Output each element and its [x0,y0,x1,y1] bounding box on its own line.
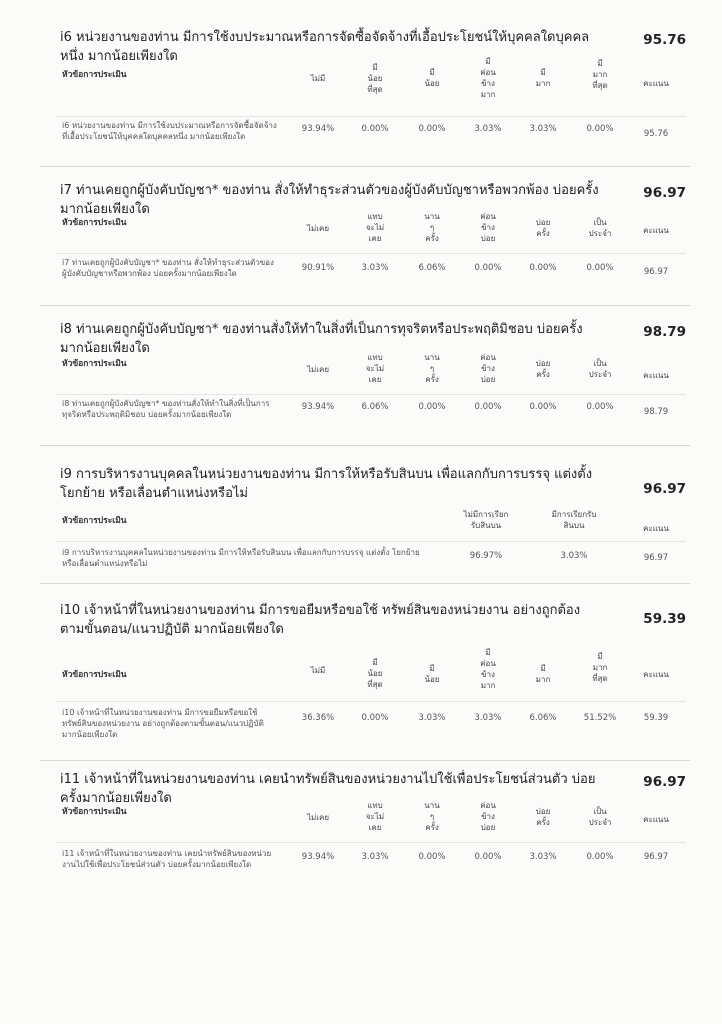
question-score: 98.79 [643,324,686,340]
header-col-1: ไม่เคย [306,813,330,822]
row-score: 59.39 [643,713,669,723]
header-col-1: ไม่เคย [306,224,330,233]
question-title: i11 เจ้าหน้าที่ในหน่วยงานของท่าน เคยนำทรัพย์สินของหน่วยงานไปใช้เพื่อประโยชน์ส่วนตัว บ่อยครั้งมากน้อยเพียงใด [60,772,596,806]
question-section-i11 [56,770,686,900]
header-rule [56,116,686,117]
header-col-5: มี มาก [535,68,551,88]
row-item-text: i10 เจ้าหน้าที่ในหน่วยงานของท่าน มีการขอยืมหรือขอใช้ทรัพย์สินของหน่วยงาน อย่างถูกต้องตามขั้นตอน/แนวปฏิบัติ มากน้อยเพียงใด [62,708,264,739]
row-score: 98.79 [643,407,669,417]
section-divider [40,166,690,167]
row-value: 3.03% [474,713,502,723]
header-score: คะแนน [643,670,669,679]
row-value: 0.00% [529,402,557,412]
header-col-3: นาน ๆ ครั้ง [424,353,440,384]
header-col-4: มี ค่อน ข้าง มาก [480,648,496,690]
question-title: i10 เจ้าหน้าที่ในหน่วยงานของท่าน มีการขอยืมหรือขอใช้ ทรัพย์สินของหน่วยงาน อย่างถูกต้องตามขั้นตอน/แนวปฏิบัติ มากน้อยเพียงใด [60,603,581,637]
header-col-1: ไม่มี [310,666,326,675]
header-col-1: ไม่มีการเรียก รับสินบน [463,510,509,530]
section-divider [40,305,690,306]
header-rule [56,541,686,542]
question-section-i7 [56,181,686,301]
header-score: คะแนน [643,79,669,88]
header-col-2: มี น้อย ที่สุด [367,63,383,94]
header-score: คะแนน [643,815,669,824]
row-item-text: i8 ท่านเคยถูกผู้บังคับบัญชา* ของท่านสั่งให้ทำในสิ่งที่เป็นการทุจริตหรือประพฤติมิชอบ บ่อยครั้งมากน้อยเพียงใด [62,399,270,419]
row-value: 93.94% [301,124,335,134]
header-col-2: มี น้อย ที่สุด [367,658,383,689]
row-value: 3.03% [361,852,389,862]
header-col-6: มี มาก ที่สุด [592,59,608,90]
row-value: 0.00% [474,263,502,273]
header-col-4: ค่อน ข้าง บ่อย [480,212,496,243]
header-col-2: มีการเรียกรับ สินบน [551,510,597,530]
header-col-6: เป็น ประจำ [588,807,612,827]
row-value: 0.00% [474,852,502,862]
header-item: หัวข้อการประเมิน [62,70,127,80]
header-col-4: มี ค่อน ข้าง มาก [480,57,496,99]
header-item: หัวข้อการประเมิน [62,218,127,228]
row-value: 0.00% [474,402,502,412]
row-score: 96.97 [643,553,669,563]
header-col-3: นาน ๆ ครั้ง [424,212,440,243]
question-title: i6 หน่วยงานของท่าน มีการใช้งบประมาณหรือการจัดซื้อจัดจ้างที่เอื้อประโยชน์ให้บุคคลใดบุคคลหนึ่ง มากน้อยเพียงใด [60,30,590,64]
row-item-text: i6 หน่วยงานของท่าน มีการใช้งบประมาณหรือการจัดซื้อจัดจ้างที่เอื้อประโยชน์ให้บุคคลใดบุคคลหนึ่ง มากน้อยเพียงใด [62,121,277,141]
table-header [56,211,686,255]
header-rule [56,701,686,702]
header-col-1: ไม่เคย [306,365,330,374]
table-header [56,798,686,842]
header-col-4: ค่อน ข้าง บ่อย [480,801,496,832]
row-value: 0.00% [529,263,557,273]
row-value: 51.52% [583,713,617,723]
header-item: หัวข้อการประเมิน [62,359,127,369]
header-col-3: มี น้อย [424,68,440,88]
row-value: 6.06% [361,402,389,412]
header-col-3: นาน ๆ ครั้ง [424,801,440,832]
header-col-4: ค่อน ข้าง บ่อย [480,353,496,384]
row-value: 0.00% [418,124,446,134]
row-value: 0.00% [361,713,389,723]
header-col-5: บ่อย ครั้ง [535,359,551,379]
row-value: 93.94% [301,402,335,412]
header-col-6: เป็น ประจำ [588,359,612,379]
header-col-1: ไม่มี [310,74,326,83]
question-title: i9 การบริหารงานบุคคลในหน่วยงานของท่าน มีการให้หรือรับสินบน เพื่อแลกกับการบรรจุ แต่งตั้ง โยกย้าย หรือเลื่อนตำแหน่งหรือไม่ [60,467,593,501]
question-section-i10 [56,601,686,761]
section-divider [40,760,690,761]
row-score: 95.76 [643,129,669,139]
question-score: 96.97 [643,185,686,201]
header-col-2: แทบ จะไม่ เคย [365,353,385,384]
row-score: 96.97 [643,267,669,277]
question-title: i7 ท่านเคยถูกผู้บังคับบัญชา* ของท่าน สั่งให้ทำธุระส่วนตัวของผู้บังคับบัญชาหรือพวกพ้อง บ่อยครั้งมากน้อยเพียงใด [60,183,599,217]
header-rule [56,253,686,254]
row-value: 3.03% [560,551,588,561]
table-header [56,352,686,396]
header-col-2: แทบ จะไม่ เคย [365,801,385,832]
row-value: 3.03% [529,124,557,134]
question-section-i9 [56,465,686,580]
header-rule [56,842,686,843]
row-value: 96.97% [469,551,503,561]
header-score: คะแนน [643,524,669,533]
row-value: 3.03% [474,124,502,134]
row-value: 93.94% [301,852,335,862]
header-col-6: เป็น ประจำ [588,218,612,238]
question-section-i6 [56,28,686,163]
header-score: คะแนน [643,371,669,380]
header-col-5: บ่อย ครั้ง [535,218,551,238]
question-score: 59.39 [643,611,686,627]
question-title: i8 ท่านเคยถูกผู้บังคับบัญชา* ของท่านสั่งให้ทำในสิ่งที่เป็นการทุจริตหรือประพฤติมิชอบ บ่อยครั้งมากน้อยเพียงใด [60,322,583,356]
row-item-text: i7 ท่านเคยถูกผู้บังคับบัญชา* ของท่าน สั่งให้ทำธุระส่วนตัวของผู้บังคับบัญชาหรือพวกพ้อง บ่อยครั้งมากน้อยเพียงใด [62,258,274,278]
question-section-i8 [56,320,686,440]
header-col-5: บ่อย ครั้ง [535,807,551,827]
row-value: 36.36% [301,713,335,723]
row-value: 0.00% [361,124,389,134]
row-value: 6.06% [418,263,446,273]
section-divider [40,583,690,584]
row-item-text: i11 เจ้าหน้าที่ในหน่วยงานของท่าน เคยนำทรัพย์สินของหน่วยงานไปใช้เพื่อประโยชน์ส่วนตัว บ่อยครั้งมากน้อยเพียงใด [62,849,272,869]
question-score: 96.97 [643,774,686,790]
row-value: 0.00% [586,402,614,412]
row-score: 96.97 [643,852,669,862]
row-value: 3.03% [418,713,446,723]
table-header [56,57,686,114]
table-header [56,509,686,539]
header-col-3: มี น้อย [424,664,440,684]
row-value: 0.00% [418,402,446,412]
row-value: 0.00% [586,124,614,134]
row-value: 0.00% [418,852,446,862]
question-score: 96.97 [643,481,686,497]
header-col-5: มี มาก [535,664,551,684]
row-value: 0.00% [586,852,614,862]
row-value: 3.03% [529,852,557,862]
header-score: คะแนน [643,226,669,235]
row-value: 0.00% [586,263,614,273]
question-score: 95.76 [643,32,686,48]
section-divider [40,445,690,446]
row-value: 3.03% [361,263,389,273]
header-col-6: มี มาก ที่สุด [592,652,608,683]
row-value: 6.06% [529,713,557,723]
header-item: หัวข้อการประเมิน [62,516,127,526]
row-item-text: i9 การบริหารงานบุคคลในหน่วยงานของท่าน มีการให้หรือรับสินบน เพื่อแลกกับการบรรจุ แต่งตั้ง โยกย้าย หรือเลื่อนตำแหน่งหรือไม่ [62,548,420,568]
header-item: หัวข้อการประเมิน [62,807,127,817]
header-col-2: แทบ จะไม่ เคย [365,212,385,243]
header-item: หัวข้อการประเมิน [62,670,127,680]
row-value: 90.91% [301,263,335,273]
header-rule [56,394,686,395]
table-header [56,648,686,707]
